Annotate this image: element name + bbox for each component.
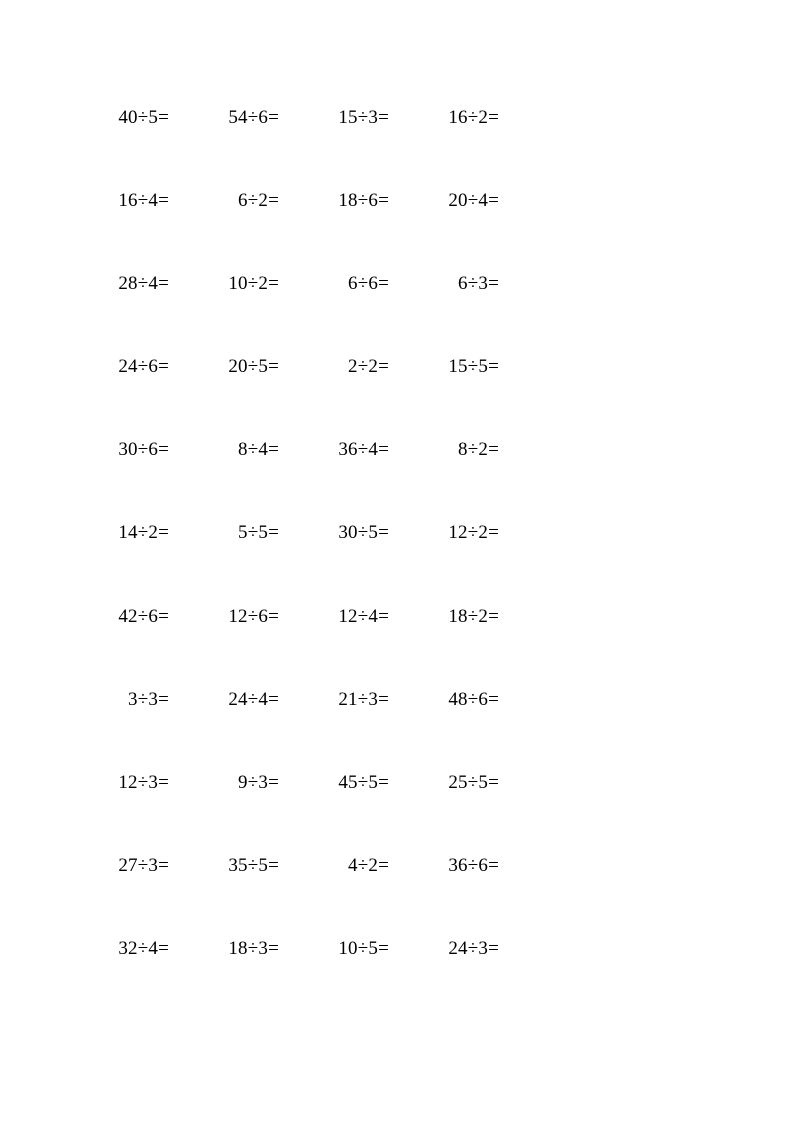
division-problem: 25÷5=	[448, 771, 499, 793]
division-problem: 9÷3=	[238, 771, 279, 793]
division-problem: 15÷5=	[448, 356, 499, 378]
problem-row	[100, 515, 540, 598]
division-problem: 36÷6=	[448, 854, 499, 876]
division-problem: 6÷2=	[238, 190, 279, 212]
division-problem: 18÷6=	[338, 190, 389, 212]
division-problem: 48÷6=	[448, 688, 499, 710]
division-problem: 42÷6=	[118, 605, 169, 627]
division-problem: 20÷5=	[228, 356, 279, 378]
division-problem: 24÷3=	[448, 937, 499, 959]
division-problem: 10÷2=	[228, 273, 279, 295]
division-problem: 4÷2=	[348, 854, 389, 876]
division-problem-grid	[100, 100, 540, 1014]
division-problem: 14÷2=	[118, 522, 169, 544]
problem-row	[100, 349, 540, 432]
division-problem: 24÷4=	[228, 688, 279, 710]
division-problem: 3÷3=	[128, 688, 169, 710]
division-problem: 16÷2=	[448, 107, 499, 128]
division-problem: 30÷5=	[338, 522, 389, 544]
problem-row	[100, 765, 540, 848]
division-problem: 30÷6=	[118, 439, 169, 461]
division-problem: 6÷3=	[458, 273, 499, 295]
division-problem: 6÷6=	[348, 273, 389, 295]
division-problem: 12÷6=	[228, 605, 279, 627]
division-problem: 12÷3=	[118, 771, 169, 793]
division-problem: 18÷2=	[448, 605, 499, 627]
division-problem: 8÷2=	[458, 439, 499, 461]
division-problem: 16÷4=	[118, 190, 169, 212]
division-problem: 28÷4=	[118, 273, 169, 295]
division-problem: 15÷3=	[338, 107, 389, 128]
division-problem: 8÷4=	[238, 439, 279, 461]
division-problem: 12÷2=	[448, 522, 499, 544]
division-problem: 12÷4=	[338, 605, 389, 627]
problem-row	[100, 100, 540, 183]
division-problem: 35÷5=	[228, 854, 279, 876]
division-problem: 24÷6=	[118, 356, 169, 378]
problem-row	[100, 599, 540, 682]
problem-row	[100, 682, 540, 765]
problem-row	[100, 266, 540, 349]
division-problem: 45÷5=	[338, 771, 389, 793]
division-problem: 20÷4=	[448, 190, 499, 212]
division-problem: 21÷3=	[338, 688, 389, 710]
division-problem: 27÷3=	[118, 854, 169, 876]
division-problem: 40÷5=	[118, 107, 169, 128]
division-problem: 32÷4=	[118, 937, 169, 959]
division-problem: 18÷3=	[228, 937, 279, 959]
division-problem: 36÷4=	[338, 439, 389, 461]
problem-row	[100, 848, 540, 931]
problem-row	[100, 931, 540, 1014]
division-problem: 54÷6=	[228, 107, 279, 128]
division-problem: 2÷2=	[348, 356, 389, 378]
problem-row	[100, 183, 540, 266]
division-problem: 10÷5=	[338, 937, 389, 959]
division-problem: 5÷5=	[238, 522, 279, 544]
problem-row	[100, 432, 540, 515]
